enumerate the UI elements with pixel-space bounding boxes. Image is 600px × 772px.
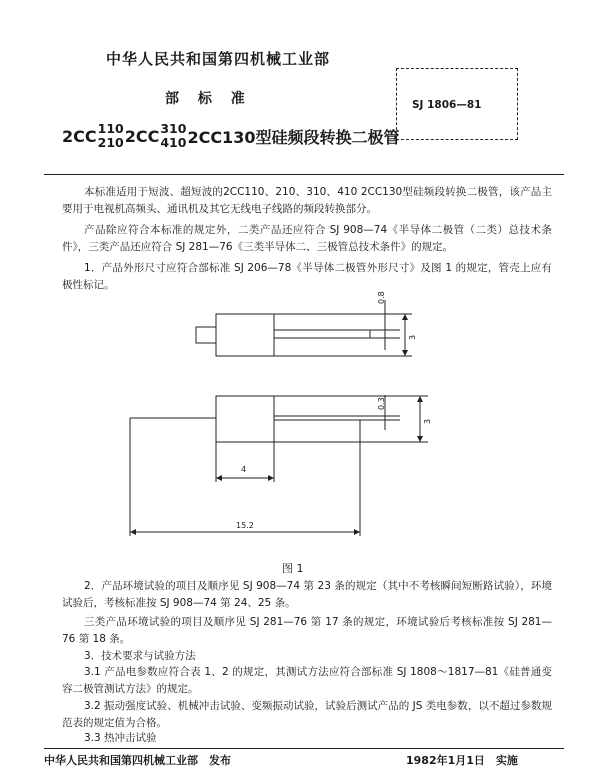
dim-0-8-label: 0.8	[377, 291, 386, 304]
paragraph-class3-environment: 三类产品环境试验的项目及顺序见 SJ 281—76 第 17 条的规定，环境试验后考核标准按 SJ 281—76 第 18 条。	[62, 616, 552, 645]
title-suffix: 2CC130型硅频段转换二极管	[187, 127, 400, 147]
section-tech-requirements: 3．技术要求与试验方法	[84, 650, 196, 662]
dim-3-bottom-label: 3	[423, 418, 432, 424]
top-body	[216, 314, 274, 356]
dim-4-label: 4	[241, 465, 247, 474]
standard-type: 部 标 准	[165, 91, 245, 107]
paragraph-3-2: 3.2 振动强度试验、机械冲击试验、变频振动试验，试验后测试产品的 JS 类电参数，以不超过参数规范表的规定值为合格。	[62, 700, 552, 729]
figure-1-caption: 图 1	[282, 562, 304, 575]
footer-rule	[44, 748, 564, 749]
title-stack-1-bottom: 210	[97, 135, 124, 150]
title-mid: 2CC	[124, 126, 160, 146]
top-lead-stub	[196, 327, 216, 343]
title-stack-2-bottom: 410	[160, 135, 187, 150]
bottom-body	[216, 396, 274, 442]
dim-15-2-label: 15.2	[236, 521, 254, 530]
standard-number: SJ 1806—81	[412, 99, 482, 111]
title-stack-2-top: 310	[160, 121, 187, 136]
paragraph-scope: 本标准适用于短波、超短波的2CC110、210、310、410 2CC130型硅频段转换二极管，该产品主要用于电视机高频头、通讯机及其它无线电子线路的频段转换部分。	[62, 186, 552, 215]
dim-3-top-label: 3	[408, 334, 417, 340]
paragraph-conformance: 产品除应符合本标准的规定外，二类产品还应符合 SJ 908—74《半导体二极管（二类）总技术条件》，三类产品还应符合 SJ 281—76《三类半导体二、三极管总技术条件》的规定。	[62, 224, 552, 253]
title-prefix: 2CC	[62, 126, 97, 146]
footer-issuer: 中华人民共和国第四机械工业部 发布	[44, 754, 231, 767]
paragraph-3-3: 3.3 热冲击试验	[84, 732, 157, 744]
paragraph-environment: 2．产品环境试验的项目及顺序见 SJ 908—74 第 23 条的规定（其中不考核瞬间短断路试验），环境试验后，考核标准按 SJ 908—74 第 24、25 条。	[62, 580, 552, 609]
top-lead	[274, 330, 370, 338]
paragraph-3-1: 3.1 产品电参数应符合表 1、2 的规定，其测试方法应符合部标准 SJ 1808～1817—81《硅普通变容二极管测试方法》的规定。	[62, 666, 552, 695]
paragraph-dimensions: 1．产品外形尺寸应符合部标准 SJ 206—78《半导体二极管外形尺寸》及图 1 的规定，管壳上应有极性标记。	[62, 262, 552, 291]
ministry-name: 中华人民共和国第四机械工业部	[106, 50, 331, 68]
title-stack-1-top: 110	[97, 121, 124, 136]
dim-0-3-label: 0.3	[377, 397, 386, 410]
footer-date: 1982年1月1日 实施	[406, 754, 518, 767]
